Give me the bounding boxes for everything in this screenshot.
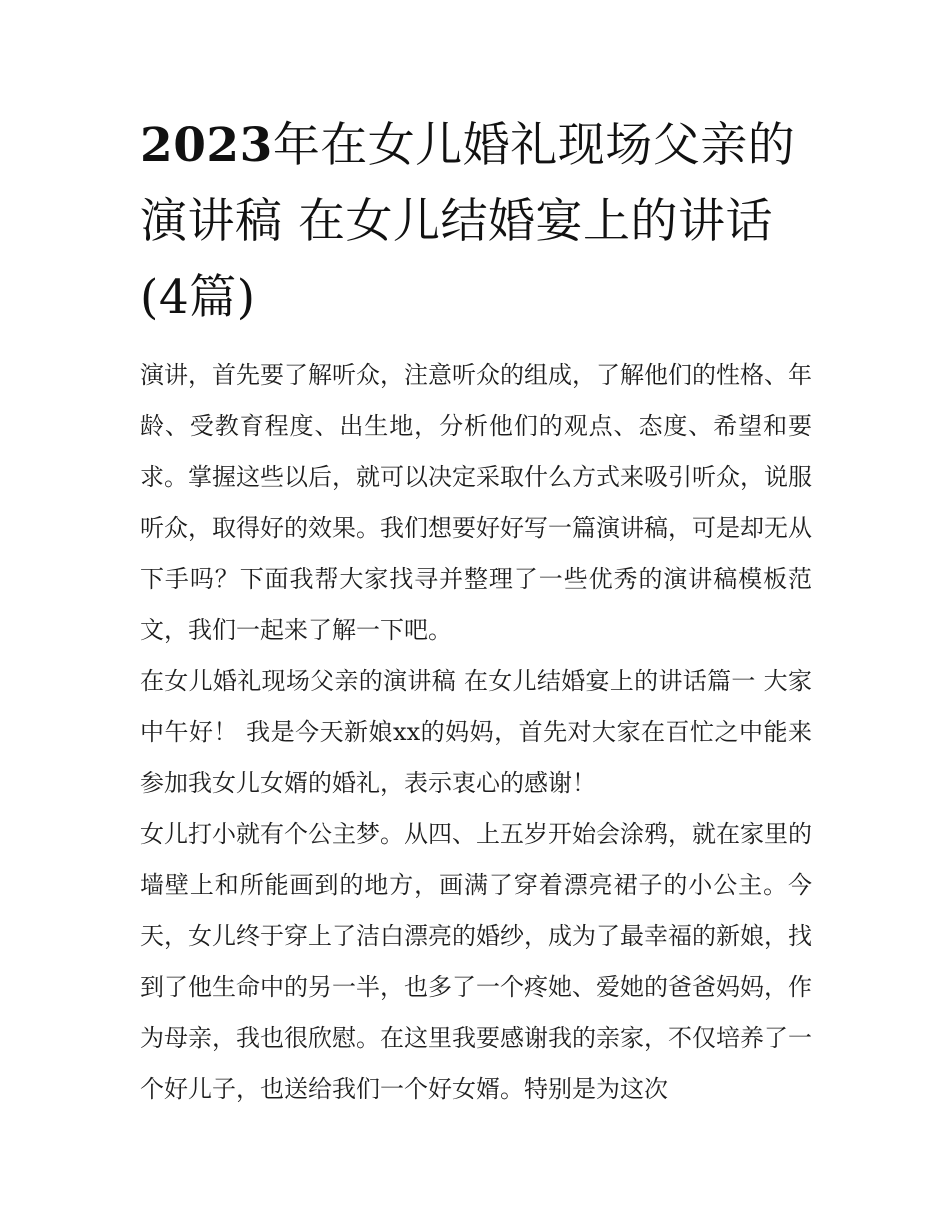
document-body <box>140 108 812 1115</box>
paragraph-speech-opening: 在女儿婚礼现场父亲的演讲稿 在女儿结婚宴上的讲话篇一 大家中午好！ 我是今天新娘xx的妈妈，首先对大家在百忙之中能来参加我女儿女婿的婚礼，表示衷心的感谢！ <box>140 667 812 797</box>
title-text: 年在女儿婚礼现场父亲的演讲稿 在女儿结婚宴上的讲话(4篇) <box>140 118 796 325</box>
paragraph-intro: 演讲，首先要了解听众，注意听众的组成，了解他们的性格、年龄、受教育程度、出生地，分析他们的观点、态度、希望和要求。掌握这些以后，就可以决定采取什么方式来吸引听众，说服听众，取得好的效果。我们想要好好写一篇演讲稿，可是却无从下手吗？下面我帮大家找寻并整理了一些优秀的演讲稿模板范文，我们一起来了解一下吧。 <box>140 361 812 644</box>
document-title <box>140 108 812 336</box>
paragraph-speech-body: 女儿打小就有个公主梦。从四、上五岁开始会涂鸦，就在家里的墙壁上和所能画到的地方，画满了穿着漂亮裙子的小公主。今天，女儿终于穿上了洁白漂亮的婚纱，成为了最幸福的新娘，找到了他生命中的另一半，也多了一个疼她、爱她的爸爸妈妈，作为母亲，我也很欣慰。在这里我要感谢我的亲家，不仅培养了一个好儿子，也送给我们一个好女婿。特别是为这次 <box>140 820 812 1103</box>
title-year: 2023 <box>140 118 273 173</box>
